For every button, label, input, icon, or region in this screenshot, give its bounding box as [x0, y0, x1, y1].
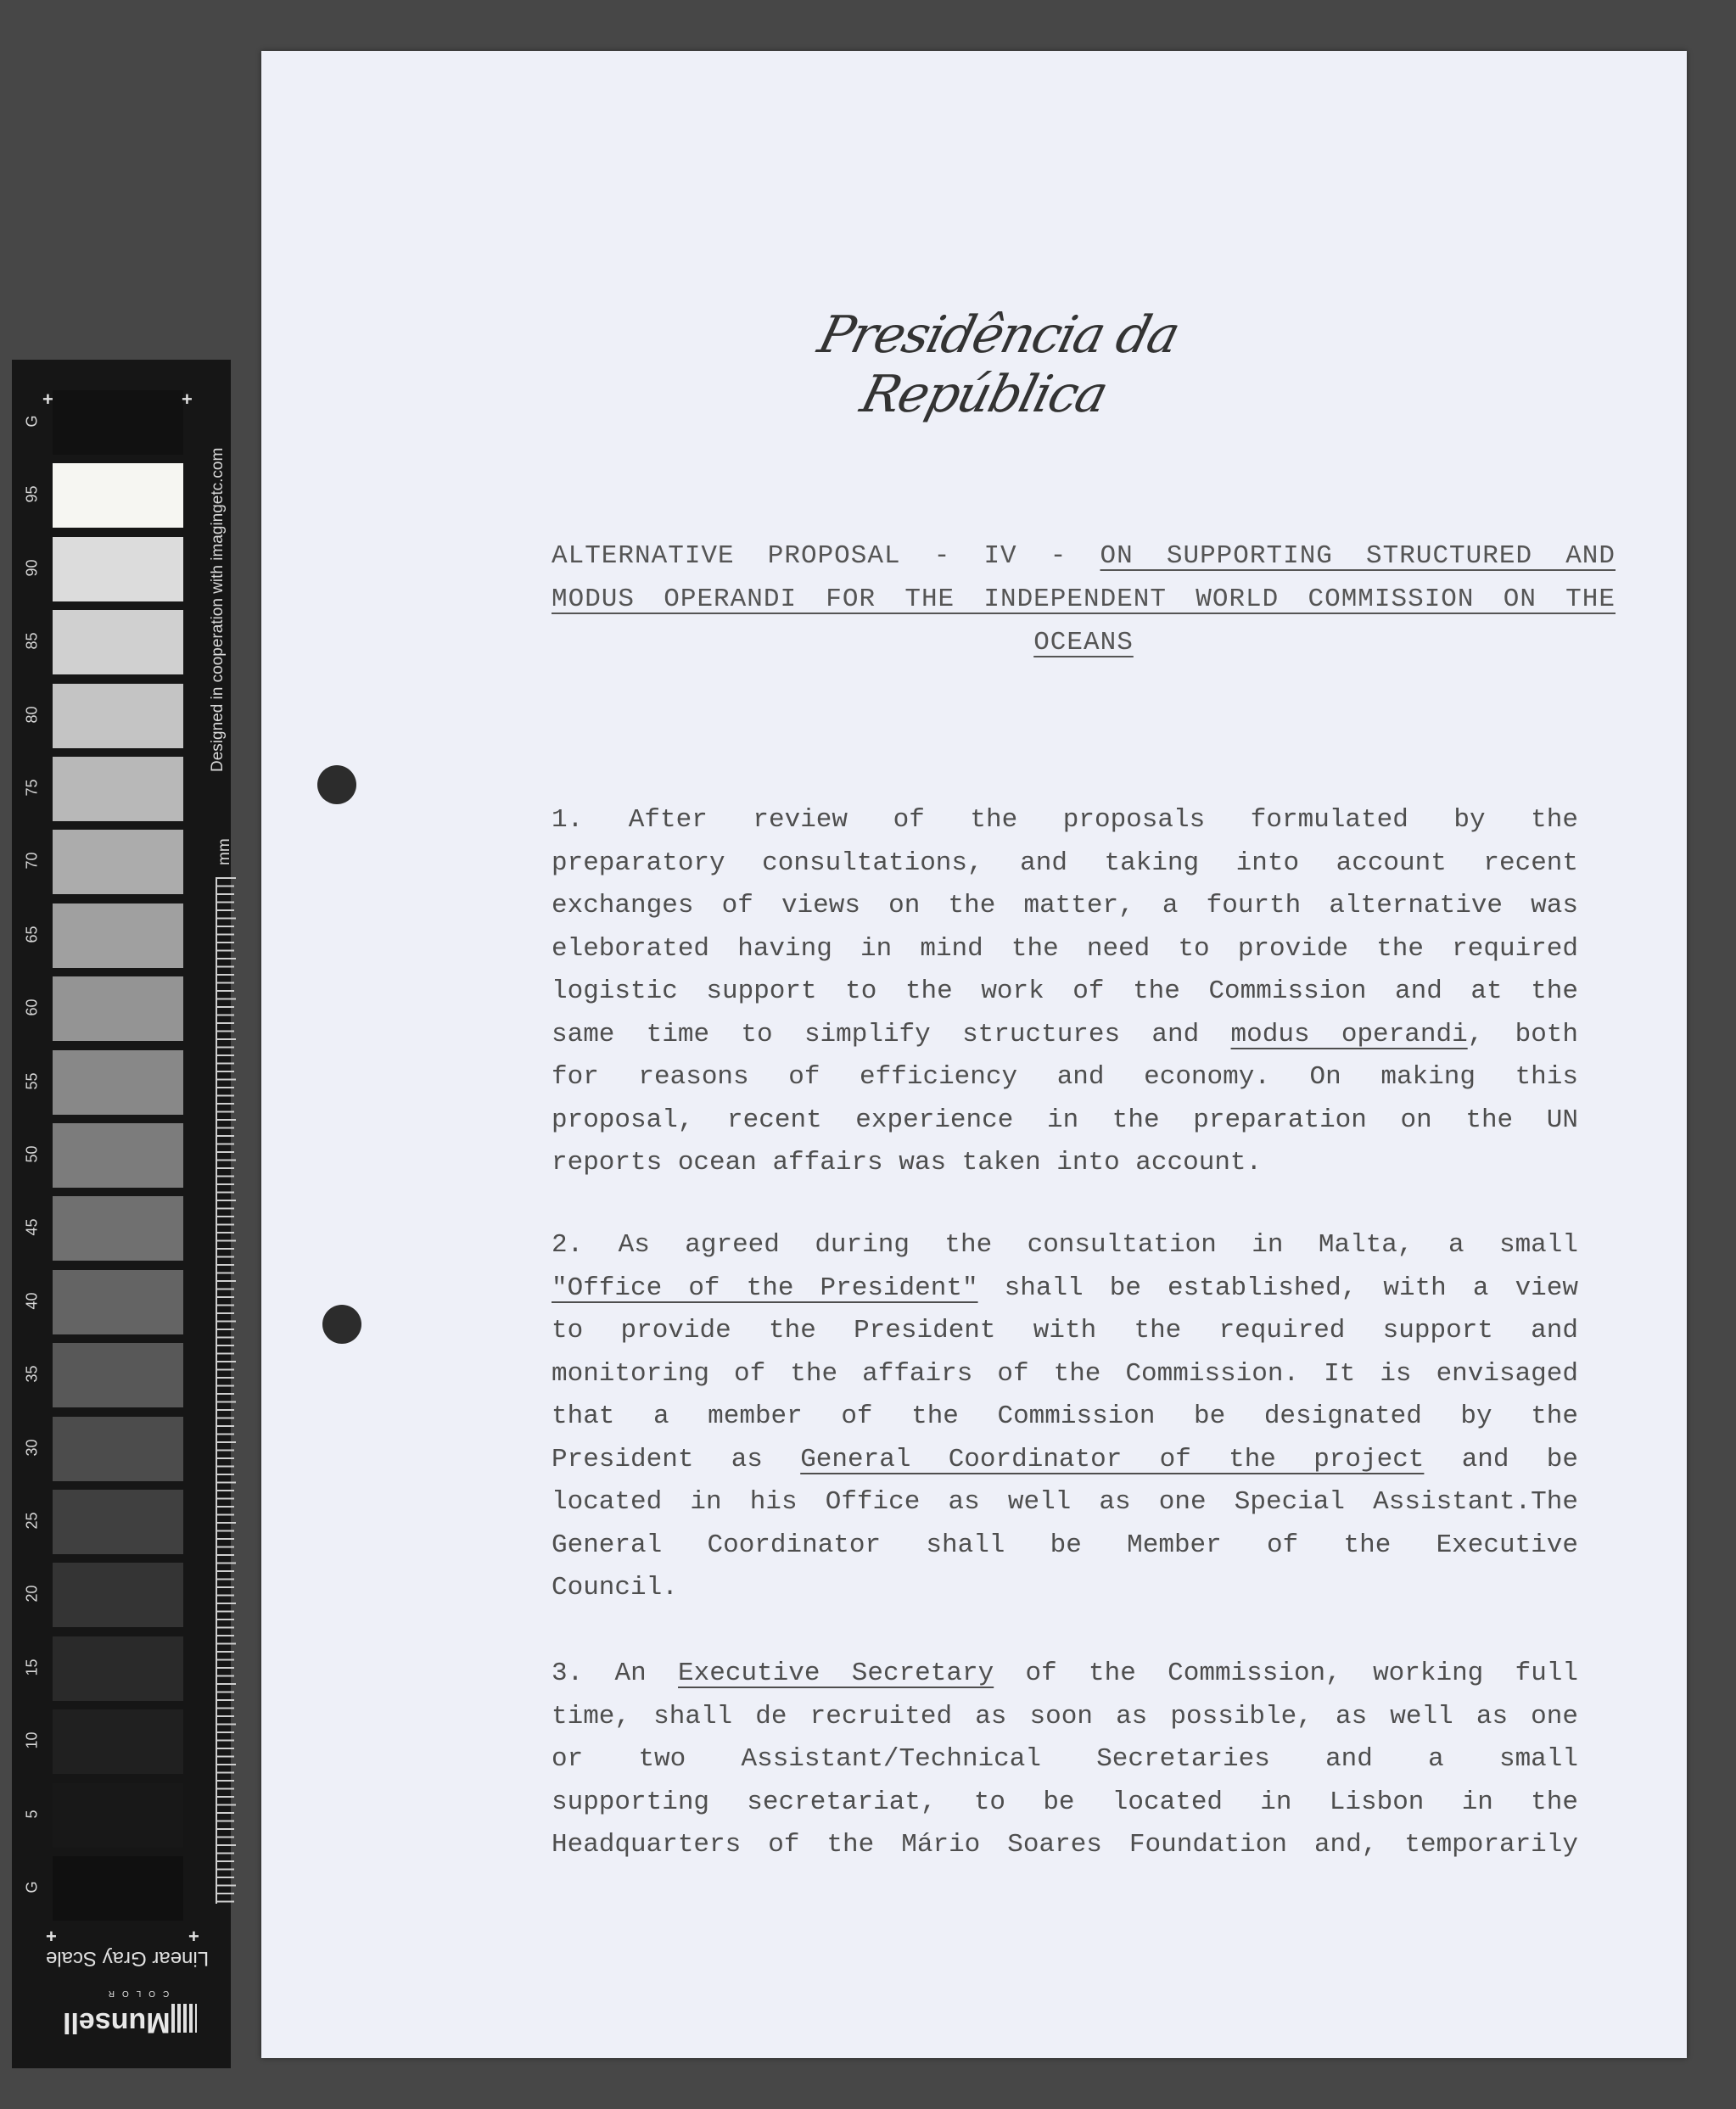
gray-patch [53, 610, 183, 674]
paragraph-2: 2. As agreed during the consultation in Malta, a small "Office of the President" shall be established, with a view to provide the President with the required support and monitoring of the affairs of the Commission. It is envisaged that a member of the Commission be designated by the President as General Coordinator of the project and be located in his Office as well as one Special Assistant.The General Coordinator shall be Member of the Executive Council. [552, 1230, 1578, 1603]
mm-ruler-major-ticks [217, 877, 236, 1904]
gray-patch-label: 10 [23, 1731, 41, 1749]
gray-patch [53, 1196, 183, 1261]
gray-patch [53, 757, 183, 821]
p3-line-1: 3. An Executive Secretary of the Commission, working full [552, 1659, 1579, 1688]
gray-patch [53, 976, 183, 1041]
plus-mark: + [46, 1926, 57, 1947]
gray-patch-label: 40 [23, 1292, 41, 1310]
plus-mark: + [42, 389, 53, 410]
punch-hole [317, 765, 356, 804]
gray-patch-label: 85 [23, 632, 41, 650]
gray-patch-label: 95 [23, 485, 41, 503]
gray-patch-label: 90 [23, 559, 41, 577]
gray-patch-label: 70 [23, 852, 41, 870]
gray-patch [53, 1783, 183, 1848]
gray-patch [53, 463, 183, 528]
gray-patch [53, 1343, 183, 1407]
title-line-2: MODUS OPERANDI FOR THE INDEPENDENT WORLD COMMISSION ON THE [552, 585, 1616, 614]
gray-patch-label: G [23, 415, 41, 428]
paragraph-1: 1. After review of the proposals formulated by the preparatory consultations, and taking into account recent exchanges of views on the matter, a fourth alternative was eleborated having in mind the need to provide the required logistic support to the work of the Commission and at the same time to simplify structures and modus operandi, both for reasons of efficiency and economy. On making this proposal, recent experience in the preparation on the UN reports ocean affairs was taken into account. [552, 805, 1579, 1178]
gray-patch [53, 1709, 183, 1774]
gray-patch [53, 1123, 183, 1188]
gray-patch [53, 1417, 183, 1481]
gray-patch [53, 1050, 183, 1115]
gray-patch [53, 537, 183, 601]
gray-patch-label: 15 [23, 1659, 41, 1676]
p2-line-6: President as General Coordinator of the project and be [552, 1444, 1578, 1474]
gray-patch [53, 1636, 183, 1701]
gray-patch [53, 1856, 183, 1921]
document-page [261, 51, 1687, 2058]
gray-patch [53, 1563, 183, 1627]
plus-mark: + [182, 389, 193, 410]
letterhead: Presidência da República [812, 305, 1184, 424]
ruler-unit: mm [216, 838, 233, 865]
scale-name: Linear Gray Scale [46, 1947, 210, 1970]
gray-patch-label: 5 [23, 1810, 41, 1819]
gray-patch [53, 684, 183, 748]
gray-patch [53, 390, 183, 455]
gray-patch-label: 65 [23, 926, 41, 943]
gray-patch-label: G [23, 1881, 41, 1894]
gray-scale-card [12, 360, 231, 2068]
gray-patch-label: 80 [23, 706, 41, 724]
gray-patch [53, 903, 183, 968]
brand-sub: COLOR [100, 1989, 170, 1998]
gray-patch-label: 30 [23, 1439, 41, 1457]
punch-hole [322, 1305, 361, 1344]
title-line-1: ALTERNATIVE PROPOSAL - IV - ON SUPPORTING STRUCTURED AND [552, 541, 1616, 571]
gray-patch-label: 55 [23, 1072, 41, 1090]
gray-patch-label: 20 [23, 1585, 41, 1603]
card-credit-text: Designed in cooperation with imagingetc.com [209, 447, 227, 772]
p2-line-2: "Office of the President" shall be established, with a view [552, 1273, 1578, 1303]
paragraph-3: 3. An Executive Secretary of the Commission, working full time, shall de recruited as soon as possible, as well as one or two Assistant/Technical Secretaries and a small supporting secretariat, to be located in Lisbon in the Headquarters of the Mário Soares Foundation and, temporarily [552, 1653, 1578, 1867]
gray-patch [53, 1270, 183, 1334]
title-line-3: OCEANS [1033, 628, 1134, 657]
gray-patch-label: 45 [23, 1218, 41, 1236]
plus-mark: + [188, 1926, 199, 1947]
p1-line-6: same time to simplify structures and modus operandi, both [552, 1019, 1579, 1049]
document-title [552, 534, 1616, 664]
gray-patch-label: 50 [23, 1145, 41, 1163]
gray-patch [53, 830, 183, 894]
gray-patch-label: 60 [23, 999, 41, 1016]
brand-name: Munsell [63, 2006, 171, 2039]
gray-patch-label: 75 [23, 779, 41, 797]
gray-patch [53, 1490, 183, 1554]
gray-patch-label: 35 [23, 1365, 41, 1383]
munsell-logo-icon [171, 2004, 197, 2033]
gray-patch-label: 25 [23, 1512, 41, 1530]
